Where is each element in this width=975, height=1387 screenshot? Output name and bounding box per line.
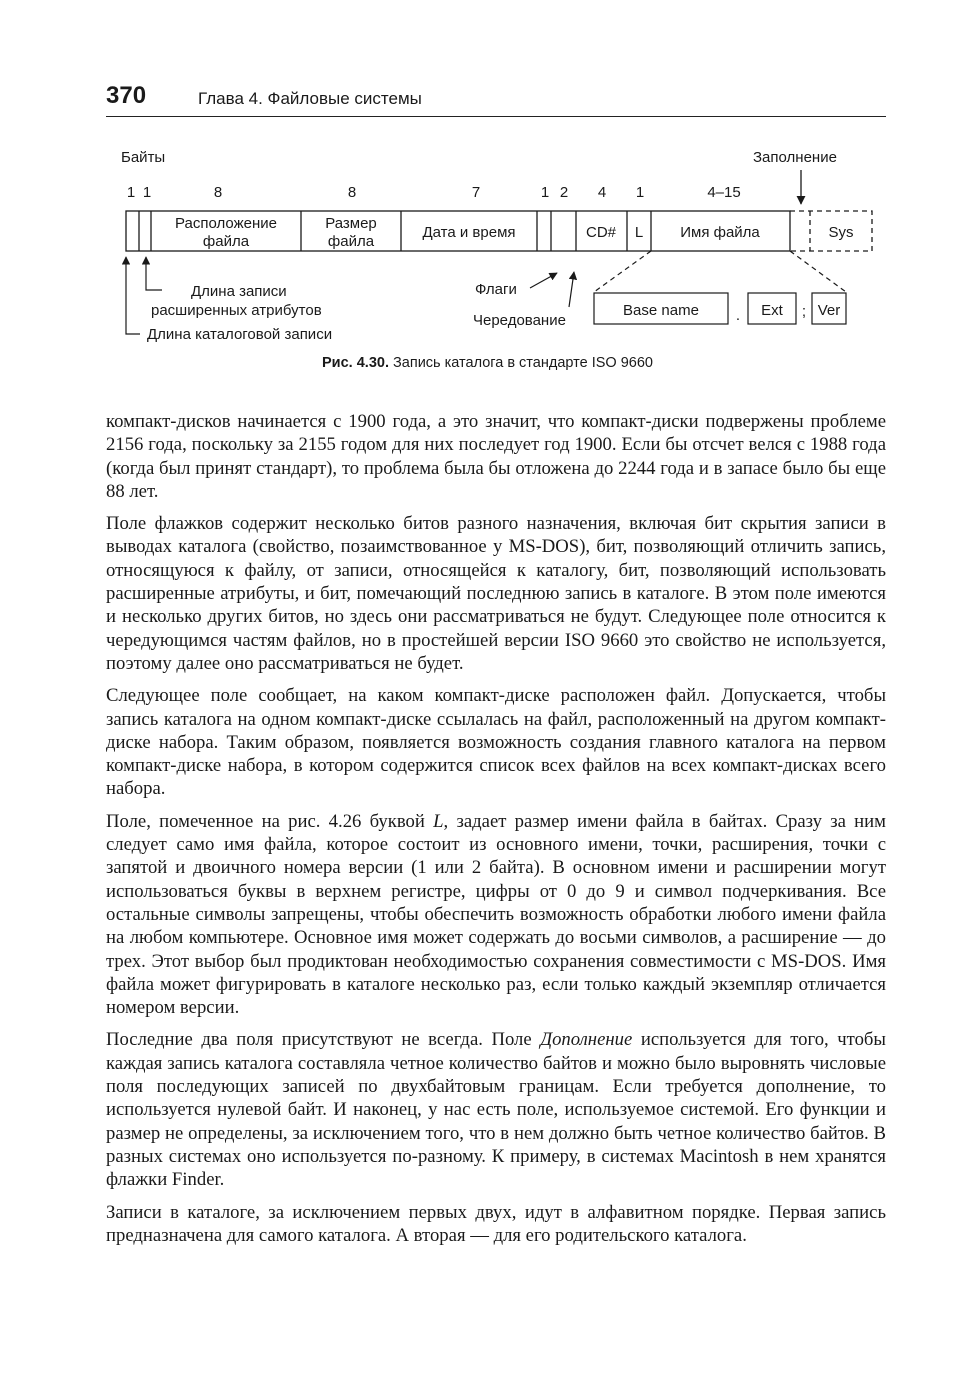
byte-count: 8: [347, 184, 357, 201]
byte-count: 4: [597, 184, 607, 201]
byte-count: 1: [126, 184, 136, 201]
semicolon-separator: ;: [801, 303, 807, 320]
paragraph-text: используется для того, чтобы каждая запись каталога составляла четное количество байтов и можно было выровнять числовые поля последующих записей по двухбайтовым границам. Если требуется дополнение, то используется нулевой байт. И наконец, у нас есть поле, используемое системой. Его функции и размер не определены, за исключением того, что в нем должно быть четное количество байтов. В разных системах оно используется по-разному. К примеру, в системах Macintosh в нем хранятся флажки Finder.: [106, 1029, 886, 1191]
figure-caption-label: Рис. 4.30.: [322, 355, 389, 371]
interleave-arrow: [569, 272, 574, 307]
byte-count: 8: [213, 184, 223, 201]
byte-counts: [127, 184, 741, 201]
flags-arrow: [530, 273, 557, 288]
page-number: 370: [106, 82, 147, 109]
location-label: Расположение: [175, 215, 277, 232]
size-label: файла: [327, 233, 375, 250]
field-labels: [175, 215, 853, 250]
cd-number-label: CD#: [585, 224, 617, 241]
location-label: файла: [202, 233, 250, 250]
expansion-line: [594, 251, 651, 292]
ext-attr-label: расширенных атрибутов: [151, 302, 322, 319]
chapter-title: Глава 4. Файловые системы: [198, 89, 422, 108]
sys-label: Sys: [828, 224, 854, 241]
byte-count: 1: [142, 184, 152, 201]
figure-caption: [0, 355, 975, 371]
filename-subfield-labels: [623, 302, 840, 324]
emphasis: L: [433, 810, 444, 832]
dir-record-length-label: Длина каталоговой записи: [147, 326, 333, 343]
paragraph: Поле флажков содержит несколько битов разного назначения, включая бит скрытия записи в выводах каталога (свойство, позаимствованное у MS-DOS), бит, позволяющий отличить запись, относящуюся к файлу, от записи, относящейся к каталогу, бит, позволяющий использовать расширенные атрибуты, и бит, помечающий последнюю запись в каталоге. В этом поле имеются и несколько других битов, но здесь они рассматриваться не будут. Следующее поле относится к чередующимся частям файлов, но в простейшей версии ISO 9660 это свойство не используется, поэтому далее оно рассматриваться не будет.: [106, 513, 886, 674]
ext-label: Ext: [761, 302, 783, 319]
ext-attr-length-arrow: [146, 257, 162, 290]
bytes-label: Байты: [121, 149, 166, 166]
iso9660-record-diagram: [0, 0, 975, 400]
paragraph: [106, 1028, 886, 1191]
filename-label: Имя файла: [680, 224, 760, 241]
paragraph: компакт-дисков начинается с 1900 года, а это значит, что компакт-диски подвержены проблеме 2156 года, поскольку за 2155 годом для них последует год 1900. Если бы отсчет велся с 1988 года (когда был принят стандарт), то проблема была бы отложена до 2244 года и в запасе было бы еще 88 лет.: [106, 411, 886, 502]
paragraph-text: Последние два поля присутствуют не всегда. Поле: [106, 1029, 541, 1051]
dot-separator: .: [735, 307, 741, 324]
l-label: L: [634, 224, 644, 241]
paragraph-text: Поле, помеченное на рис. 4.26 буквой: [106, 810, 434, 832]
emphasis: Дополнение: [540, 1029, 633, 1051]
figure-caption-text: Запись каталога в стандарте ISO 9660: [393, 355, 653, 371]
body-text: [106, 410, 886, 1256]
size-label: Размер: [325, 215, 377, 232]
flags-label: Флаги: [475, 281, 517, 298]
byte-count: 4–15: [707, 184, 741, 201]
padding-label: Заполнение: [753, 149, 837, 166]
base-name-label: Base name: [623, 302, 699, 319]
paragraph-text: , задает размер имени файла в байтах. Сразу за ним следует само имя файла, которое состоит из основного имени, точки, расширения, точки с запятой и двоичного номера версии (1 или 2 байта). В основном имени и расширении могут использоваться буквы в верхнем регистре, цифры от 0 до 9 и символ подчеркивания. Все остальные символы запрещены, чтобы обеспечить возможность обработки любого имени файла на любом компьютере. Основное имя может содержать до восьми символов, а расширение — до трех. Этот выбор был продиктован необходимостью сохранения совместимости с MS-DOS. Имя файла может фигурировать в каталоге несколько раз, если только каждый экземпляр отличается номером версии.: [106, 810, 887, 1019]
dir-record-length-arrow: [126, 257, 140, 334]
byte-count: 7: [471, 184, 481, 201]
byte-count: 2: [559, 184, 569, 201]
paragraph: Записи в каталоге, за исключением первых двух, идут в алфавитном порядке. Первая запись предназначена для самого каталога. А вторая — для его родительского каталога.: [106, 1201, 886, 1246]
paragraph: [106, 810, 886, 1020]
paragraph: Следующее поле сообщает, на каком компакт-диске расположен файл. Допускается, чтобы запись каталога на одном компакт-диске ссылалась на файл, расположенный на другом компакт-диске набора. Таким образом, появляется возможность создания главного каталога на первом компакт-диске набора, в котором содержится список всех файлов на всех компакт-дисках всего набора.: [106, 685, 886, 800]
expansion-line: [790, 251, 846, 292]
byte-count: 1: [540, 184, 550, 201]
interleave-label: Чередование: [473, 312, 566, 329]
datetime-label: Дата и время: [422, 224, 516, 241]
byte-count: 1: [635, 184, 645, 201]
ver-label: Ver: [817, 302, 841, 319]
ext-attr-label: Длина записи: [191, 283, 287, 300]
annotation-labels: [147, 281, 566, 343]
